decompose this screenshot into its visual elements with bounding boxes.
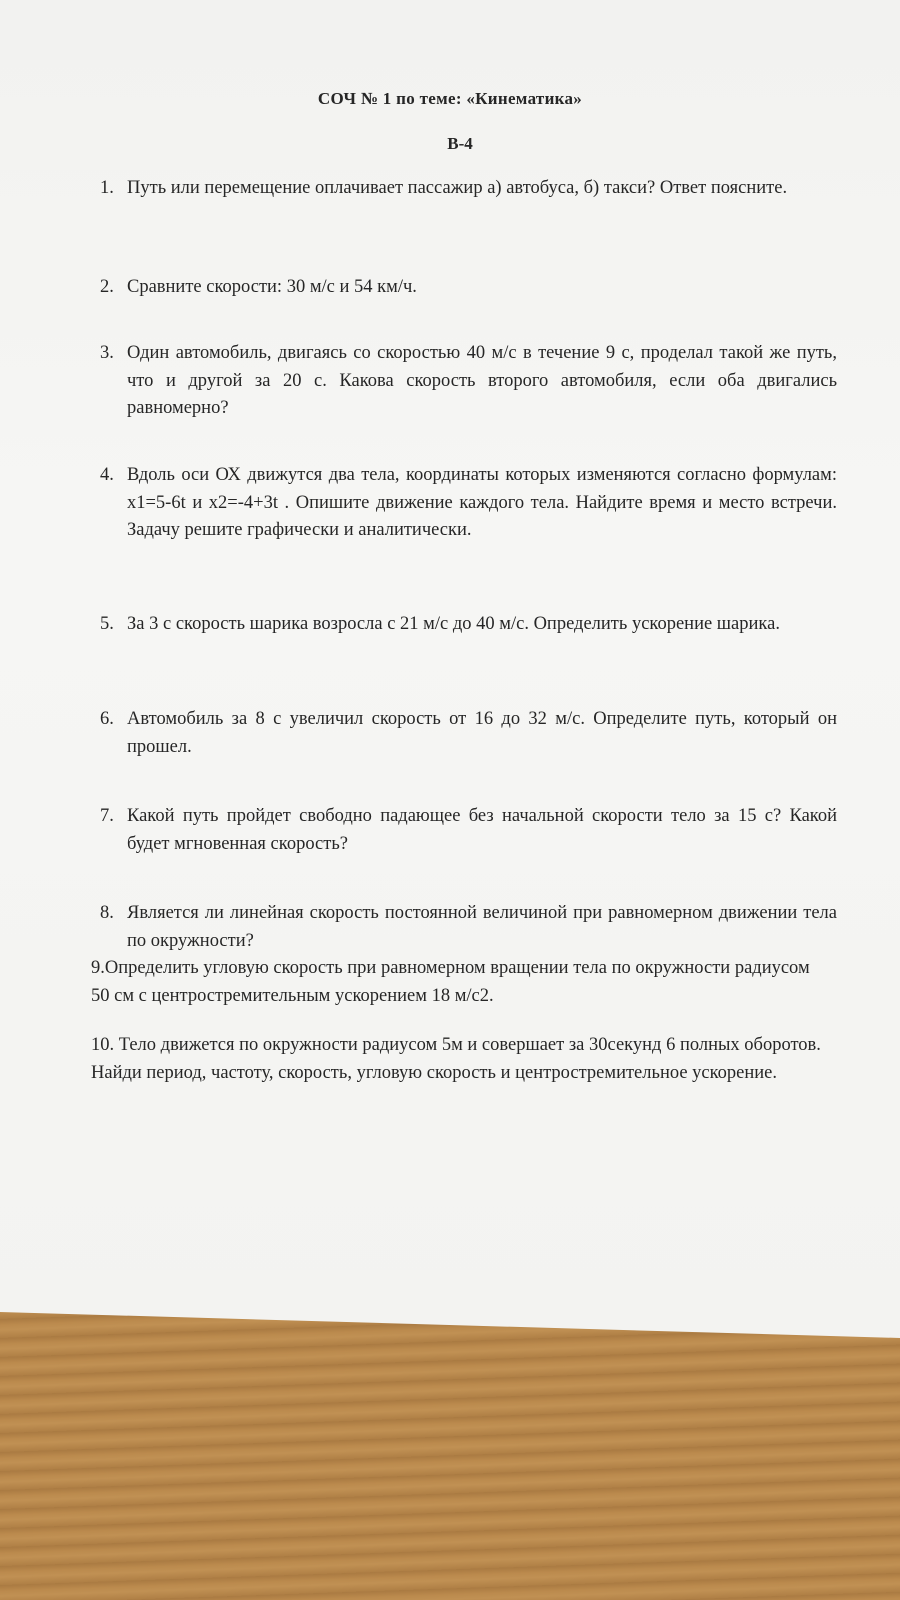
question-number: 7.: [100, 806, 114, 826]
question-text: Является ли линейная скорость постоянной величиной при равномерном движении тела по окружности?: [127, 903, 837, 951]
question-text: Какой путь пройдет свободно падающее без начальной скорости тело за 15 с? Какой будет мгновенная скорость?: [127, 806, 837, 854]
question-text: Сравните скорости: 30 м/с и 54 км/ч.: [127, 277, 417, 297]
question-text: Автомобиль за 8 с увеличил скорость от 16 до 32 м/с. Определите путь, который он прошел.: [127, 709, 837, 757]
question-7: [100, 803, 837, 858]
question-5: [100, 611, 837, 639]
document-title: СОЧ № 1 по теме: «Кинематика»: [317, 89, 583, 108]
question-text: Вдоль оси ОХ движутся два тела, координаты которых изменяются согласно формулам: x1=5-6t и x2=-4+3t . Опишите движение каждого тела. Найдите время и место встречи. Задачу решите графически и аналитически.: [127, 465, 837, 540]
question-number: 5.: [100, 614, 114, 634]
question-8: [100, 900, 837, 955]
variant-label: В-4: [447, 134, 473, 153]
question-text: За 3 с скорость шарика возросла с 21 м/с до 40 м/с. Определить ускорение шарика.: [127, 614, 780, 634]
question-3: [100, 340, 837, 423]
question-text: Один автомобиль, двигаясь со скоростью 40 м/с в течение 9 с, проделал такой же путь, что и другой за 20 с. Какова скорость второго автомобиля, если оба двигались равномерно?: [127, 343, 837, 418]
question-number: 3.: [100, 343, 114, 363]
question-6: [100, 706, 837, 761]
question-number: 2.: [100, 277, 114, 297]
question-4: [100, 462, 837, 545]
wood-grain: [0, 1300, 900, 1600]
question-number: 6.: [100, 709, 114, 729]
question-9: 9.Определить угловую скорость при равномерном вращении тела по окружности радиусом 50 см с центростремительным ускорением 18 м/с2.: [91, 958, 810, 1006]
question-text: Путь или перемещение оплачивает пассажир а) автобуса, б) такси? Ответ поясните.: [127, 178, 788, 198]
question-number: 4.: [100, 465, 114, 485]
question-2: [100, 274, 837, 302]
question-1: [100, 175, 837, 203]
question-number: 1.: [100, 178, 114, 198]
question-number: 8.: [100, 903, 114, 923]
question-10: 10. Тело движется по окружности радиусом 5м и совершает за 30секунд 6 полных оборотов. Найди период, частоту, скорость, угловую скорость и центростремительное ускорение.: [91, 1035, 821, 1083]
